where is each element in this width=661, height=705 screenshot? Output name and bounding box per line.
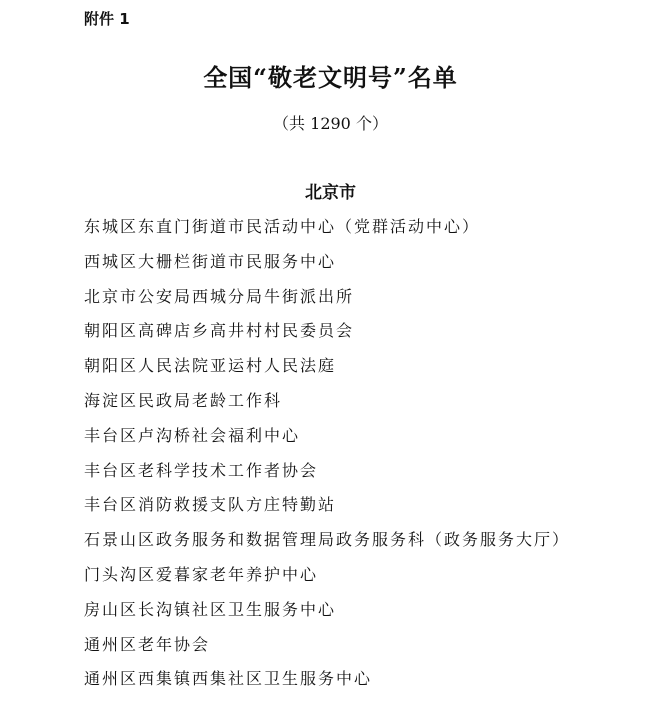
count-note: （共 1290 个）	[273, 114, 388, 133]
section-title-beijing: 北京市	[305, 183, 356, 203]
list-item: 通州区老年协会	[84, 634, 211, 654]
list-item: 朝阳区高碑店乡高井村村民委员会	[84, 321, 355, 341]
document-title: 全国“敬老文明号”名单	[203, 63, 458, 92]
attachment-label: 附件 1	[84, 10, 130, 28]
entry-list	[84, 212, 644, 699]
list-item: 丰台区消防救援支队方庄特勤站	[84, 495, 337, 515]
list-item: 西城区大栅栏街道市民服务中心	[84, 251, 337, 271]
list-item: 东城区东直门街道市民活动中心（党群活动中心）	[84, 217, 481, 236]
list-item: 门头沟区爱暮家老年养护中心	[84, 564, 319, 584]
list-item: 北京市公安局西城分局牛街派出所	[84, 286, 355, 306]
list-item: 海淀区民政局老龄工作科	[84, 390, 283, 410]
list-item: 通州区西集镇西集社区卫生服务中心	[84, 669, 373, 689]
list-item: 朝阳区人民法院亚运村人民法庭	[84, 356, 337, 376]
list-item: 丰台区卢沟桥社会福利中心	[84, 425, 301, 445]
list-item: 房山区长沟镇社区卫生服务中心	[84, 599, 337, 619]
list-item: 丰台区老科学技术工作者协会	[84, 460, 319, 480]
list-item: 石景山区政务服务和数据管理局政务服务科（政务服务大厅）	[84, 530, 571, 550]
